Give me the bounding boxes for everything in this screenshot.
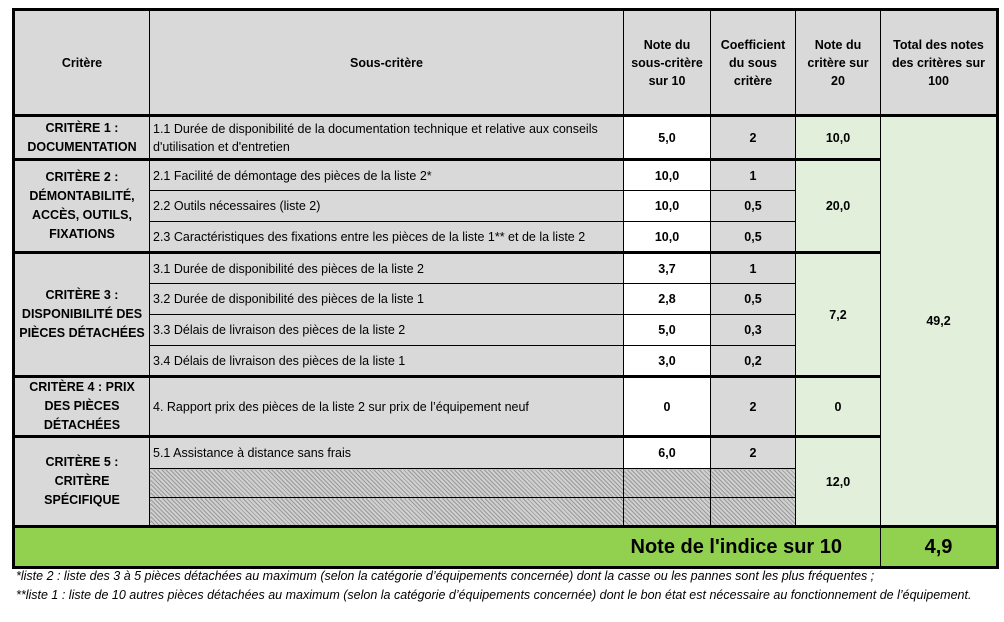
criterion-1-note20: 10,0 xyxy=(796,116,881,160)
subcriterion-2-3-label: 2.3 Caractéristiques des fixations entre les pièces de la liste 1** et de la liste 2 xyxy=(150,222,624,253)
hatched-empty-cell xyxy=(624,469,711,498)
subcriterion-3-2-coef: 0,5 xyxy=(711,284,796,315)
subcriterion-3-4-label: 3.4 Délais de livraison des pièces de la liste 1 xyxy=(150,346,624,377)
subcriterion-3-2-label: 3.2 Durée de disponibilité des pièces de la liste 1 xyxy=(150,284,624,315)
table-row xyxy=(14,437,998,469)
hatched-empty-cell xyxy=(624,498,711,527)
table-row xyxy=(14,116,998,160)
hatched-empty-cell xyxy=(150,469,624,498)
subcriterion-3-3-note: 5,0 xyxy=(624,315,711,346)
subcriterion-4-note: 0 xyxy=(624,377,711,437)
table-row xyxy=(14,160,998,191)
criterion-2-name: CRITÈRE 2 : DÉMONTABILITÉ, ACCÈS, OUTILS, FIXATIONS xyxy=(14,160,150,253)
subcriterion-5-1-label: 5.1 Assistance à distance sans frais xyxy=(150,437,624,469)
subcriterion-2-2-label: 2.2 Outils nécessaires (liste 2) xyxy=(150,191,624,222)
header-sous-critere: Sous-critère xyxy=(150,10,624,116)
subcriterion-1-1-label: 1.1 Durée de disponibilité de la documentation technique et relative aux conseils d'utilisation et d'entretien xyxy=(150,116,624,160)
subcriterion-2-1-coef: 1 xyxy=(711,160,796,191)
footnotes xyxy=(16,567,991,604)
subcriterion-2-3-coef: 0,5 xyxy=(711,222,796,253)
table-row xyxy=(14,377,998,437)
subcriterion-3-1-label: 3.1 Durée de disponibilité des pièces de la liste 2 xyxy=(150,253,624,284)
subcriterion-2-2-note: 10,0 xyxy=(624,191,711,222)
subcriterion-2-1-note: 10,0 xyxy=(624,160,711,191)
header-coefficient: Coefficient du sous critère xyxy=(711,10,796,116)
final-score-row xyxy=(14,527,998,568)
repairability-table-container xyxy=(12,8,996,569)
final-score-value: 4,9 xyxy=(881,527,998,568)
header-total: Total des notes des critères sur 100 xyxy=(881,10,998,116)
header-row xyxy=(14,10,998,116)
subcriterion-2-2-coef: 0,5 xyxy=(711,191,796,222)
subcriterion-3-3-label: 3.3 Délais de livraison des pièces de la liste 2 xyxy=(150,315,624,346)
criterion-4-name: CRITÈRE 4 : PRIX DES PIÈCES DÉTACHÉES xyxy=(14,377,150,437)
criterion-2-note20: 20,0 xyxy=(796,160,881,253)
subcriterion-1-1-coef: 2 xyxy=(711,116,796,160)
total-100-value: 49,2 xyxy=(881,116,998,527)
subcriterion-4-label: 4. Rapport prix des pièces de la liste 2 sur prix de l’équipement neuf xyxy=(150,377,624,437)
subcriterion-5-1-note: 6,0 xyxy=(624,437,711,469)
hatched-empty-cell xyxy=(711,469,796,498)
table-row xyxy=(14,253,998,284)
criterion-4-note20: 0 xyxy=(796,377,881,437)
subcriterion-4-coef: 2 xyxy=(711,377,796,437)
subcriterion-3-4-note: 3,0 xyxy=(624,346,711,377)
header-note-critere: Note du critère sur 20 xyxy=(796,10,881,116)
subcriterion-3-1-note: 3,7 xyxy=(624,253,711,284)
criterion-3-name: CRITÈRE 3 : DISPONIBILITÉ DES PIÈCES DÉTACHÉES xyxy=(14,253,150,377)
subcriterion-3-3-coef: 0,3 xyxy=(711,315,796,346)
subcriterion-3-1-coef: 1 xyxy=(711,253,796,284)
criterion-5-name: CRITÈRE 5 : CRITÈRE SPÉCIFIQUE xyxy=(14,437,150,527)
subcriterion-2-3-note: 10,0 xyxy=(624,222,711,253)
hatched-empty-cell xyxy=(150,498,624,527)
criterion-5-note20: 12,0 xyxy=(796,437,881,527)
criterion-1-name: CRITÈRE 1 : DOCUMENTATION xyxy=(14,116,150,160)
subcriterion-3-2-note: 2,8 xyxy=(624,284,711,315)
criterion-3-note20: 7,2 xyxy=(796,253,881,377)
subcriterion-3-4-coef: 0,2 xyxy=(711,346,796,377)
hatched-empty-cell xyxy=(711,498,796,527)
final-score-label: Note de l'indice sur 10 xyxy=(14,527,881,568)
footnote-liste-2: *liste 2 : liste des 3 à 5 pièces détachées au maximum (selon la catégorie d’équipements concernée) dont la casse ou les pannes sont les plus fréquentes ; xyxy=(16,569,875,583)
subcriterion-2-1-label: 2.1 Facilité de démontage des pièces de la liste 2* xyxy=(150,160,624,191)
header-critere: Critère xyxy=(14,10,150,116)
repairability-index-table xyxy=(12,8,999,569)
subcriterion-5-1-coef: 2 xyxy=(711,437,796,469)
header-note-sous-critere: Note du sous-critère sur 10 xyxy=(624,10,711,116)
subcriterion-1-1-note: 5,0 xyxy=(624,116,711,160)
footnote-liste-1: **liste 1 : liste de 10 autres pièces détachées au maximum (selon la catégorie d’équipements concernée) dont le bon état est nécessaire au fonctionnement de l’équipement. xyxy=(16,587,972,602)
